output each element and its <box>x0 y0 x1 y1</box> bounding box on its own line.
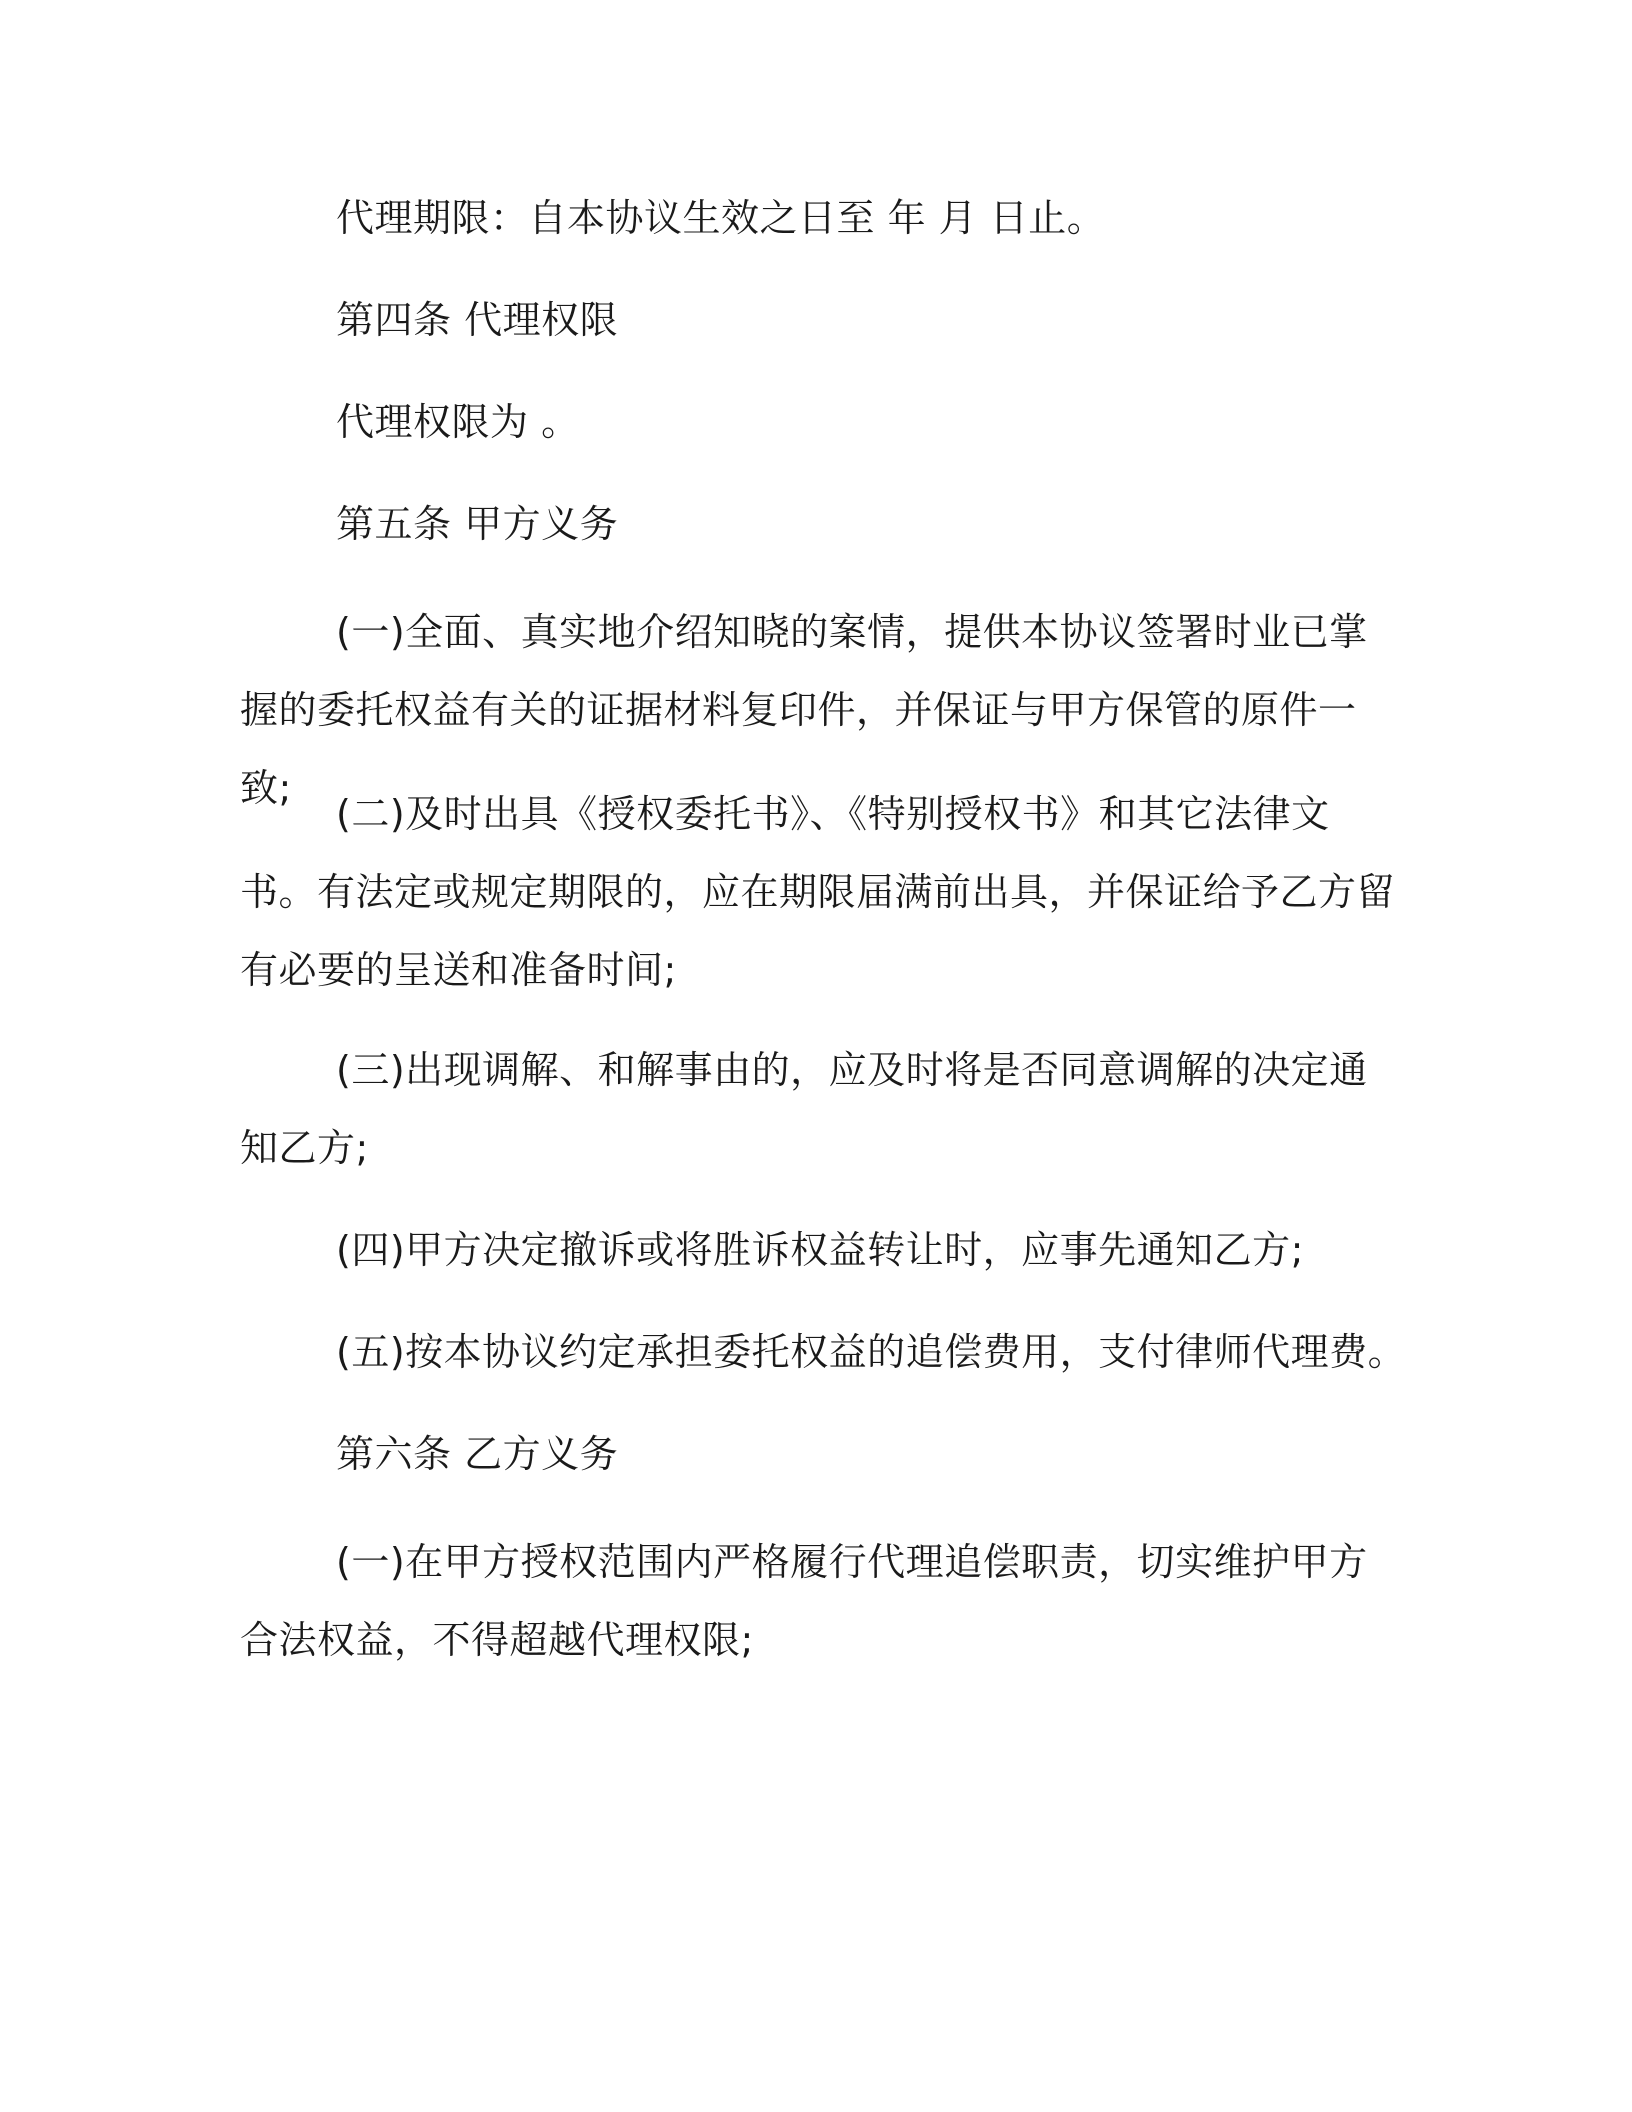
paragraph-party-a-duty-1: (一)全面、真实地介绍知晓的案情，提供本协议签署时业已掌握的委托权益有关的证据材料复印件，并保证与甲方保管的原件一致; <box>240 610 1368 810</box>
paragraph-agency-authority: 代理权限为 。 <box>336 400 580 444</box>
paragraph-party-a-duty-4: (四)甲方决定撤诉或将胜诉权益转让时，应事先通知乙方; <box>336 1228 1304 1272</box>
paragraph-agency-term: 代理期限：自本协议生效之日至 年 月 日止。 <box>336 196 1106 240</box>
paragraph-party-b-duty-1: (一)在甲方授权范围内严格履行代理追偿职责，切实维护甲方合法权益，不得超越代理权限; <box>240 1540 1368 1662</box>
paragraph-party-a-duty-5: (五)按本协议约定承担委托权益的追偿费用，支付律师代理费。 <box>336 1330 1407 1374</box>
heading-article-6: 第六条 乙方义务 <box>336 1432 619 1476</box>
heading-article-4: 第四条 代理权限 <box>336 298 619 342</box>
heading-article-5: 第五条 甲方义务 <box>336 502 619 546</box>
paragraph-party-a-duty-2: (二)及时出具《授权委托书》、《特别授权书》和其它法律文书。有法定或规定期限的，应在期限届满前出具，并保证给予乙方留有必要的呈送和准备时间; <box>240 792 1396 992</box>
paragraph-party-a-duty-3: (三)出现调解、和解事由的，应及时将是否同意调解的决定通知乙方; <box>240 1048 1368 1170</box>
